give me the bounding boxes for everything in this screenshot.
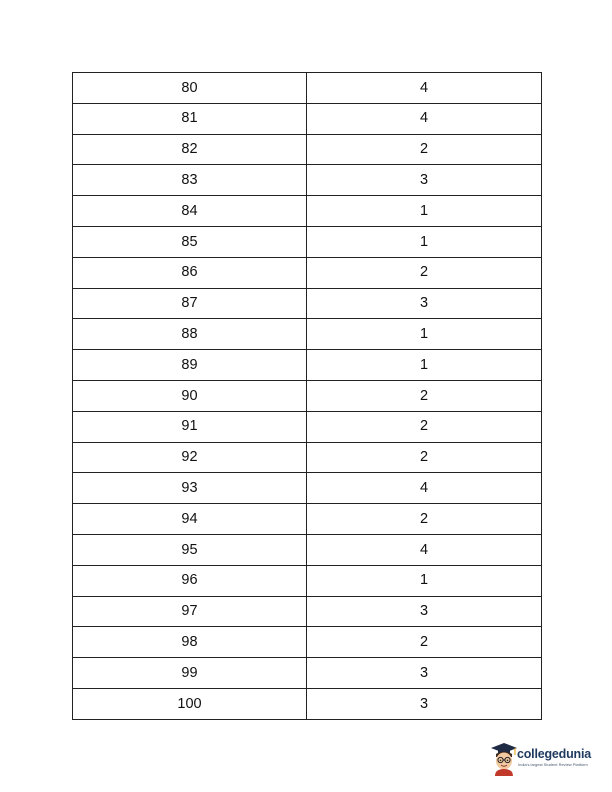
table-row xyxy=(73,596,542,627)
table-row xyxy=(73,165,542,196)
table-row xyxy=(73,103,542,134)
table-cell-count: 3 xyxy=(307,288,542,319)
table-cell-value: 99 xyxy=(73,658,307,689)
table-row xyxy=(73,411,542,442)
table-cell-value: 86 xyxy=(73,257,307,288)
table-cell-count: 3 xyxy=(307,688,542,719)
table-row xyxy=(73,319,542,350)
table-cell-value: 94 xyxy=(73,504,307,535)
table-body xyxy=(73,73,542,720)
table-cell-count: 2 xyxy=(307,627,542,658)
table-row xyxy=(73,473,542,504)
table-row xyxy=(73,73,542,104)
table-row xyxy=(73,134,542,165)
table-cell-value: 93 xyxy=(73,473,307,504)
student-mascot-icon xyxy=(489,740,519,776)
table-row xyxy=(73,504,542,535)
table-row xyxy=(73,350,542,381)
table-row xyxy=(73,658,542,689)
table-row xyxy=(73,627,542,658)
data-table xyxy=(72,72,542,720)
table-row xyxy=(73,196,542,227)
logo-tagline: India's largest Student Review Platform xyxy=(518,762,588,767)
table-cell-value: 83 xyxy=(73,165,307,196)
collegedunia-logo xyxy=(489,740,607,776)
logo-wordmark: collegedunia xyxy=(517,747,592,761)
table-cell-count: 2 xyxy=(307,411,542,442)
table-cell-value: 87 xyxy=(73,288,307,319)
table-cell-value: 91 xyxy=(73,411,307,442)
table-cell-count: 2 xyxy=(307,134,542,165)
table-cell-count: 3 xyxy=(307,658,542,689)
table-cell-value: 89 xyxy=(73,350,307,381)
table-row xyxy=(73,688,542,719)
table-cell-count: 1 xyxy=(307,226,542,257)
table-cell-value: 81 xyxy=(73,103,307,134)
table-cell-value: 95 xyxy=(73,534,307,565)
table-cell-count: 4 xyxy=(307,534,542,565)
table-cell-count: 2 xyxy=(307,504,542,535)
table-cell-count: 1 xyxy=(307,319,542,350)
table-cell-value: 85 xyxy=(73,226,307,257)
table-row xyxy=(73,257,542,288)
table-row xyxy=(73,534,542,565)
table-row xyxy=(73,442,542,473)
table-cell-count: 3 xyxy=(307,596,542,627)
table-cell-count: 4 xyxy=(307,73,542,104)
table-row xyxy=(73,565,542,596)
table-row xyxy=(73,288,542,319)
table-row xyxy=(73,226,542,257)
table-cell-count: 2 xyxy=(307,442,542,473)
table-row xyxy=(73,380,542,411)
table-cell-value: 80 xyxy=(73,73,307,104)
table-cell-count: 2 xyxy=(307,380,542,411)
table-cell-value: 88 xyxy=(73,319,307,350)
table-cell-count: 4 xyxy=(307,103,542,134)
table-cell-count: 3 xyxy=(307,165,542,196)
table-cell-count: 1 xyxy=(307,350,542,381)
table-cell-value: 82 xyxy=(73,134,307,165)
table-cell-count: 1 xyxy=(307,565,542,596)
table-cell-value: 97 xyxy=(73,596,307,627)
table-cell-count: 1 xyxy=(307,196,542,227)
table-cell-value: 92 xyxy=(73,442,307,473)
table-cell-count: 4 xyxy=(307,473,542,504)
table-cell-value: 100 xyxy=(73,688,307,719)
table-cell-value: 84 xyxy=(73,196,307,227)
table-cell-count: 2 xyxy=(307,257,542,288)
table-cell-value: 98 xyxy=(73,627,307,658)
table-cell-value: 96 xyxy=(73,565,307,596)
table-cell-value: 90 xyxy=(73,380,307,411)
